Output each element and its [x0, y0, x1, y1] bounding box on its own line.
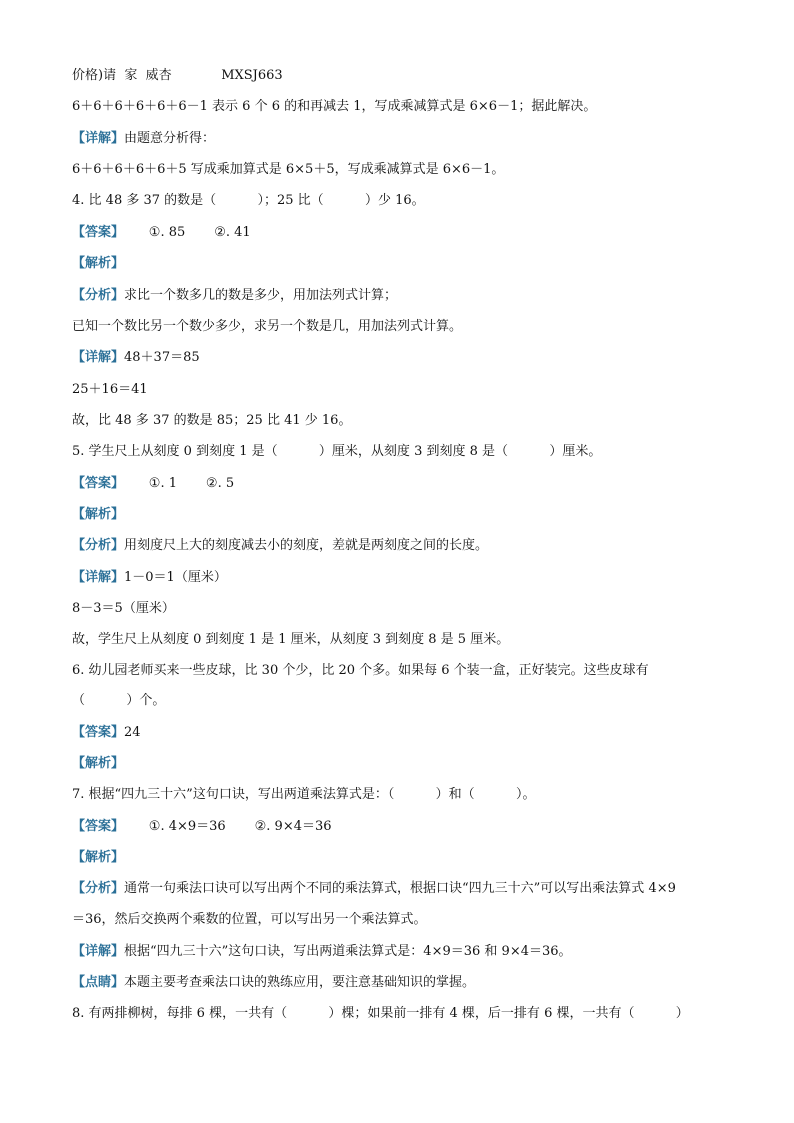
label-tag: 【详解】 — [72, 131, 125, 146]
label-tag: 【解析】 — [72, 756, 125, 771]
text-line: 【分析】求比一个数多几的数是多少，用加法列式计算； — [72, 288, 398, 303]
label-tag: 【答案】 — [72, 819, 125, 834]
answer-line: 【答案】 ①. 85 ②. 41 — [72, 225, 251, 240]
text-line: 【详解】根据“四九三十六”这句口诀，写出两道乘法算式是：4×9＝36 和 9×4＝36。 — [72, 944, 572, 959]
text-line: 6＋6＋6＋6＋6＋5 写成乘加算式是 6×5＋5，写成乘减算式是 6×6－1。 — [72, 162, 505, 177]
label-tag: 【详解】 — [72, 570, 125, 585]
question-line: （ ）个。 — [72, 693, 166, 708]
text-line: 【点睛】本题主要考查乘法口诀的熟练应用，要注意基础知识的掌握。 — [72, 975, 476, 990]
text-line: 25＋16＝41 — [72, 382, 148, 397]
text-line: 【分析】通常一句乘法口诀可以写出两个不同的乘法算式，根据口诀“四九三十六”可以写出乘法算式 4×9 — [72, 881, 676, 896]
label-tag: 【解析】 — [72, 256, 125, 271]
answer-line: 【答案】 ①. 1 ②. 5 — [72, 476, 235, 491]
label-tag: 【分析】 — [72, 881, 125, 896]
question-line: 8. 有两排柳树，每排 6 棵，一共有（ ）棵；如果前一排有 4 棵，后一排有 6 棵，一共有（ ） — [72, 1006, 689, 1021]
text-line — [72, 255, 124, 273]
label-tag: 【详解】 — [72, 350, 125, 365]
question-line: 5. 学生尺上从刻度 0 到刻度 1 是（ ）厘米，从刻度 3 到刻度 8 是（ ）厘米。 — [72, 444, 602, 459]
text-line: 故，比 48 多 37 的数是 85；25 比 41 少 16。 — [72, 413, 352, 428]
answer-line: 【答案】 ①. 4×9＝36 ②. 9×4＝36 — [72, 819, 332, 834]
text-line: 【详解】48＋37＝85 — [72, 350, 200, 365]
label-tag: 【解析】 — [72, 507, 125, 522]
text-line: 8－3＝5（厘米） — [72, 601, 175, 616]
text-line: 故，学生尺上从刻度 0 到刻度 1 是 1 厘米，从刻度 3 到刻度 8 是 5 厘米。 — [72, 632, 510, 647]
text-line: 6＋6＋6＋6＋6＋6－1 表示 6 个 6 的和再减去 1，写成乘减算式是 6×6－1；据此解决。 — [72, 99, 597, 114]
text-line — [72, 755, 124, 773]
label-tag: 【点睛】 — [72, 975, 125, 990]
question-line: 4. 比 48 多 37 的数是（ ）；25 比（ ）少 16。 — [72, 193, 425, 208]
text-line — [72, 849, 124, 867]
label-tag: 【分析】 — [72, 288, 125, 303]
text-line: 【分析】用刻度尺上大的刻度减去小的刻度，差就是两刻度之间的长度。 — [72, 538, 489, 553]
text-line: 价格)请 家 威杏 MXSJ663 — [72, 68, 283, 83]
text-line: 【详解】1－0＝1（厘米） — [72, 570, 227, 585]
question-line: 7. 根据“四九三十六”这句口诀，写出两道乘法算式是：（ ）和（ ）。 — [72, 787, 536, 802]
label-tag: 【分析】 — [72, 538, 125, 553]
label-tag: 【解析】 — [72, 850, 125, 865]
text-line: 已知一个数比另一个数少多少，求另一个数是几，用加法列式计算。 — [72, 319, 463, 334]
text-line: 【详解】由题意分析得： — [72, 131, 216, 146]
label-tag: 【详解】 — [72, 944, 125, 959]
label-tag: 【答案】 — [72, 476, 125, 491]
text-line — [72, 506, 124, 524]
question-line: 6. 幼儿园老师买来一些皮球，比 30 个少，比 20 个多。如果每 6 个装一盒，正好装完。这些皮球有 — [72, 663, 649, 678]
label-tag: 【答案】 — [72, 225, 125, 240]
label-tag: 【答案】 — [72, 725, 125, 740]
text-line: ＝36，然后交换两个乘数的位置，可以写出另一个乘法算式。 — [72, 912, 427, 927]
answer-line: 【答案】24 — [72, 725, 141, 740]
